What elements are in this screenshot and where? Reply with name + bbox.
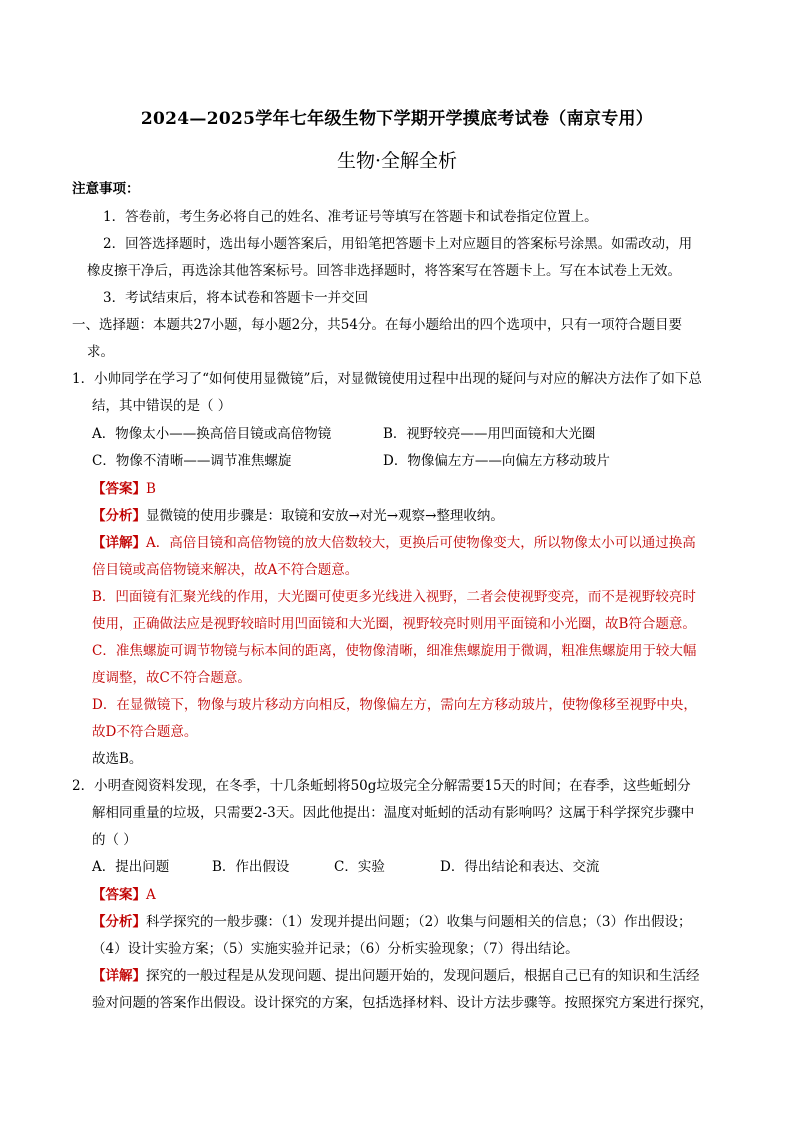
q2-answer-tag: 【答案】 bbox=[92, 887, 146, 903]
q2-stem-line-3: 的（ ） bbox=[92, 832, 137, 848]
q1-answer-value: B bbox=[146, 481, 156, 497]
q1-analysis-tag: 【分析】 bbox=[92, 508, 146, 524]
notice-item-2-line-2: 橡皮擦干净后，再选涂其他答案标号。回答非选择题时，将答案写在答题卡上。写在本试卷上无效。 bbox=[87, 263, 681, 279]
section-heading-line-1: 一、选择题：本题共27小题，每小题2分，共54分。在每小题给出的四个选项中，只有一项符合题目要 bbox=[72, 317, 682, 333]
q2-analysis-tag: 【分析】 bbox=[92, 914, 146, 930]
q1-detail-line-8: 故D不符合题意。 bbox=[92, 724, 198, 740]
q2-analysis-line-2: （4）设计实验方案；（5）实施实验并记录；（6）分析实验现象；（7）得出结论。 bbox=[92, 941, 579, 957]
notice-item-2-line-1: 2．回答选择题时，选出每小题答案后，用铅笔把答题卡上对应题目的答案标号涂黑。如需改动，用 bbox=[103, 236, 693, 252]
q2-stem-line-2: 解相同重量的垃圾，只需要2-3天。因此他提出：温度对蚯蚓的活动有影响吗？这属于科学探究步骤中 bbox=[92, 805, 695, 821]
q1-option-a: A．物像太小——换高倍目镜或高倍物镜 bbox=[92, 426, 332, 442]
q1-answer bbox=[92, 480, 156, 498]
q1-stem-line-1: 1．小帅同学在学习了“如何使用显微镜”后，对显微镜使用过程中出现的疑问与对应的解决方法作了如下总 bbox=[72, 371, 702, 387]
section-heading-line-2: 求。 bbox=[87, 344, 114, 360]
q1-detail-line-3: B．凹面镜有汇聚光线的作用，大光圈可使更多光线进入视野，二者会使视野变亮，而不是视野较亮时 bbox=[92, 589, 696, 605]
q1-analysis bbox=[92, 507, 504, 525]
notice-item-3: 3．考试结束后，将本试卷和答题卡一并交回 bbox=[103, 290, 369, 306]
q1-option-c: C．物像不清晰——调节准焦螺旋 bbox=[92, 453, 292, 469]
q2-detail-text-1: 探究的一般过程是从发现问题、提出问题开始的，发现问题后，根据自己已有的知识和生活经 bbox=[146, 968, 700, 984]
q2-option-d: D．得出结论和表达、交流 bbox=[440, 859, 600, 875]
q1-detail-tag: 【详解】 bbox=[92, 535, 146, 551]
q2-answer bbox=[92, 886, 156, 904]
q1-detail-line-2: 倍目镜或高倍物镜来解决，故A不符合题意。 bbox=[92, 562, 359, 578]
q1-stem-line-2: 结，其中错误的是（ ） bbox=[92, 398, 232, 414]
q2-detail-line-1 bbox=[92, 967, 700, 985]
notice-heading: 注意事项： bbox=[72, 181, 140, 197]
q1-option-d: D．物像偏左方——向偏左方移动玻片 bbox=[383, 453, 610, 469]
q1-answer-tag: 【答案】 bbox=[92, 481, 146, 497]
q2-option-c: C．实验 bbox=[334, 859, 385, 875]
q2-answer-value: A bbox=[146, 887, 156, 903]
q1-detail-line-6: 度调整，故C不符合题意。 bbox=[92, 670, 251, 686]
q1-option-b: B．视野较亮——用凹面镜和大光圈 bbox=[383, 426, 596, 442]
q1-detail-line-1 bbox=[92, 534, 696, 552]
q2-detail-line-2: 验对问题的答案作出假设。设计探究的方案，包括选择材料、设计方法步骤等。按照探究方案进行探究， bbox=[92, 995, 713, 1011]
q1-detail-line-4: 使用，正确做法应是视野较暗时用凹面镜和大光圈，视野较亮时则用平面镜和小光圈，故B符合题意。 bbox=[92, 616, 696, 632]
q2-option-a: A．提出问题 bbox=[92, 859, 170, 875]
q1-detail-line-5: C．准焦螺旋可调节物镜与标本间的距离，使物像清晰，细准焦螺旋用于微调，粗准焦螺旋用于较大幅 bbox=[92, 643, 697, 659]
q1-analysis-text: 显微镜的使用步骤是：取镜和安放→对光→观察→整理收纳。 bbox=[146, 508, 504, 524]
q2-stem-line-1: 2．小明查阅资料发现，在冬季，十几条蚯蚓将50g垃圾完全分解需要15天的时间；在春季，这些蚯蚓分 bbox=[72, 778, 691, 794]
q1-detail-line-7: D．在显微镜下，物像与玻片移动方向相反，物像偏左方，需向左方移动玻片，使物像移至视野中央， bbox=[92, 697, 697, 713]
q2-analysis-line-1 bbox=[92, 913, 692, 931]
q1-conclusion: 故选B。 bbox=[92, 751, 143, 767]
notice-item-1: 1．答卷前，考生务必将自己的姓名、准考证号等填写在答题卡和试卷指定位置上。 bbox=[103, 209, 598, 225]
q2-option-b: B．作出假设 bbox=[212, 859, 290, 875]
q2-analysis-text-1: 科学探究的一般步骤：（1）发现并提出问题；（2）收集与问题相关的信息；（3）作出假设； bbox=[146, 914, 692, 930]
q1-detail-text-1: A．高倍目镜和高倍物镜的放大倍数较大，更换后可使物像变大，所以物像太小可以通过换高 bbox=[146, 535, 696, 551]
page-title: 2024—2025学年七年级生物下学期开学摸底考试卷（南京专用） bbox=[140, 109, 654, 129]
page-subtitle: 生物·全解全析 bbox=[336, 150, 458, 172]
q2-detail-tag: 【详解】 bbox=[92, 968, 146, 984]
